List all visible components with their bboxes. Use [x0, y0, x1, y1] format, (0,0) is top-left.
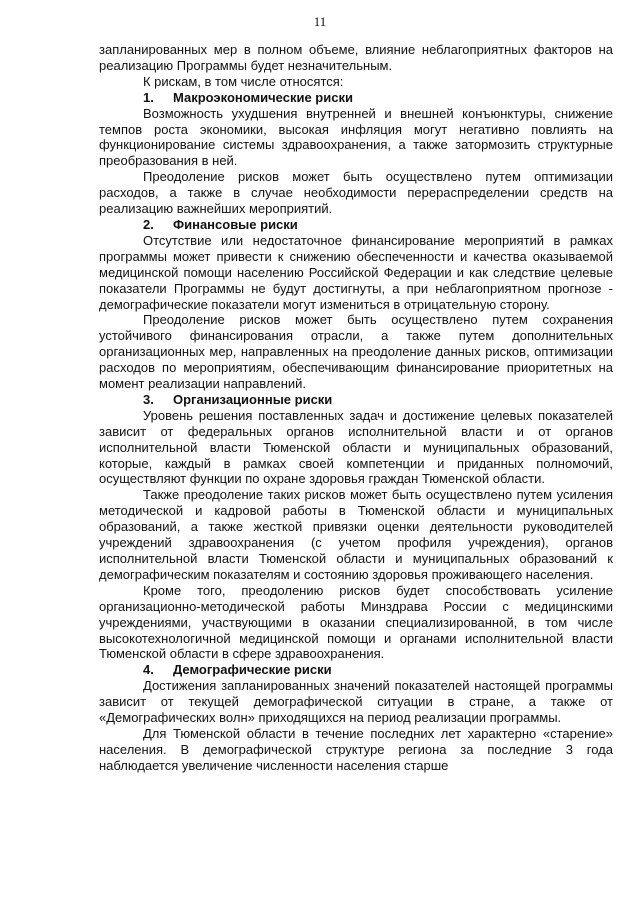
section-title: Организационные риски — [173, 391, 333, 407]
section-heading-macroeconomic — [99, 90, 613, 106]
paragraph: Отсутствие или недостаточное финансирование мероприятий в рамках программы может привести к снижению обеспеченности и качества оказываемой медицинской помощи населению Российской Федерации и как следствие целевые показатели Программы не будут достигнуты, а при неблагоприятном прогнозе - демографические показатели могут измениться в отрицательную сторону. — [99, 232, 613, 312]
section-heading-financial — [99, 217, 613, 233]
section-title: Демографические риски — [173, 662, 332, 678]
page-number: 11 — [313, 14, 327, 29]
continuation-paragraph: запланированных мер в полном объеме, влияние неблагоприятных факторов на реализацию Программы будет незначительным. — [99, 42, 613, 73]
paragraph: Преодоление рисков может быть осуществлено путем сохранения устойчивого финансирования отрасли, а также путем дополнительных организационных мер, направленных на преодоление данных рисков, оптимизации расходов по мероприятиям, обеспечивающим финансирование приоритетных на момент реализации направлений. — [99, 312, 613, 392]
paragraph: Для Тюменской области в течение последних лет характерно «старение» населения. В демографической структуре региона за последние 3 года наблюдается увеличение численности населения старше — [99, 725, 613, 773]
section-number: 4. — [143, 662, 154, 678]
section-heading-demographic — [99, 662, 613, 678]
paragraph: Также преодоление таких рисков может быть осуществлено путем усиления методической и кадровой работы в Тюменской области и муниципальных образований, а также жесткой привязки оценки деятельности руководителей учреждений здравоохранения (с учетом профиля учреждения), органов исполнительной власти Тюменской области и муниципальных образований к демографическим показателям и состоянию здоровья проживающего населения. — [99, 487, 613, 582]
paragraph: Возможность ухудшения внутренней и внешней конъюнктуры, снижение темпов роста экономики, высокая инфляция могут негативно повлиять на функционирование системы здравоохранения, а также затормозить структурные преобразования в ней. — [99, 105, 613, 169]
risks-lead-paragraph: К рискам, в том числе относятся: — [143, 73, 344, 89]
paragraph: Преодоление рисков может быть осуществлено путем оптимизации расходов, а также в случае необходимости перераспределении средств на реализацию важнейших мероприятий. — [99, 169, 613, 217]
section-heading-organizational — [99, 392, 613, 408]
document-body — [99, 42, 613, 774]
section-number: 2. — [143, 216, 154, 232]
section-title: Финансовые риски — [173, 216, 298, 232]
paragraph: Достижения запланированных значений показателей настоящей программы зависит от текущей демографической ситуации в стране, а также от «Демографических волн» приходящихся на период реализации программы. — [99, 678, 613, 726]
paragraph: Уровень решения поставленных задач и достижение целевых показателей зависит от федеральных органов исполнительной власти и от органов исполнительной власти Тюменской области и муниципальных образований, которые, каждый в рамках своей компетенции и приданных полномочий, осуществляют функции по охране здоровья граждан Тюменской области. — [99, 407, 613, 487]
paragraph: Кроме того, преодолению рисков будет способствовать усиление организационно-методической работы Минздрава России с медицинскими учреждениями, участвующими в оказании специализированной, в том числе высокотехнологичной медицинской помощи и органами исполнительной власти Тюменской области в сфере здравоохранения. — [99, 582, 613, 662]
section-number: 1. — [143, 89, 154, 105]
section-title: Макроэкономические риски — [173, 89, 353, 105]
section-number: 3. — [143, 391, 154, 407]
